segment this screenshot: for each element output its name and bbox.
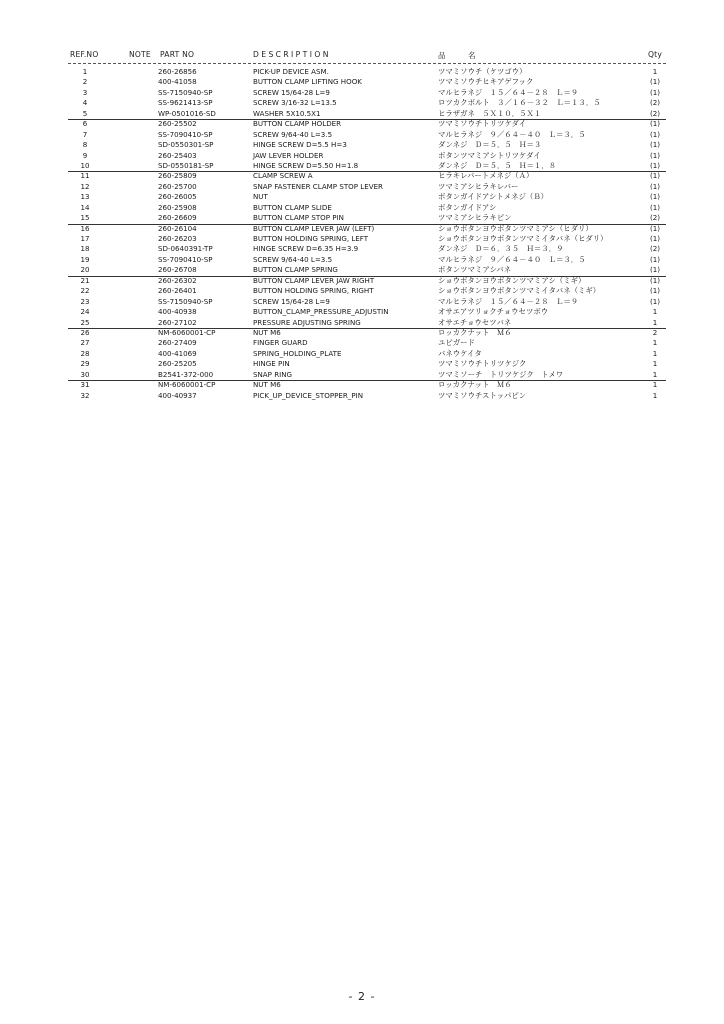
description-cell: SCREW 3/16-32 L=13.5 [253, 98, 337, 108]
ref-no-cell: 32 [80, 390, 90, 400]
ref-no-cell: 26 [80, 327, 90, 337]
ref-no-cell: 3 [82, 87, 88, 97]
page-number: - 2 - [348, 990, 376, 1003]
japanese-name-cell: ツマミソウチヒキアゲフック [438, 77, 534, 87]
description-cell: HINGE SCREW D=5.50 H=1.8 [253, 160, 359, 170]
table-row [0, 119, 724, 129]
japanese-name-cell: ロッカクナット Ｍ６ [438, 380, 512, 390]
japanese-name-cell: ショウボタンヨウボタンツマミイタバネ（ミギ） [438, 286, 601, 296]
table-row [0, 171, 724, 181]
ref-no-cell: 11 [80, 171, 90, 181]
ref-no-cell: 18 [80, 244, 90, 254]
description-cell: SCREW 9/64-40 L=3.5 [253, 254, 333, 264]
qty-cell: (1) [649, 254, 661, 264]
qty-cell: (2) [649, 244, 661, 254]
japanese-name-cell: ダンネジ Ｄ＝５．５ Ｈ＝１．８ [438, 160, 557, 170]
ref-no-cell: 14 [80, 202, 90, 212]
qty-cell: (1) [649, 202, 661, 212]
part-no-cell: SD-0640391-TP [158, 244, 213, 254]
qty-cell: (1) [649, 296, 661, 306]
japanese-name-cell: オサエチョウセツバネ [438, 317, 512, 327]
part-no-cell: 260-25502 [158, 119, 197, 129]
ref-no-cell: 9 [82, 150, 88, 160]
ref-no-cell: 15 [80, 213, 90, 223]
description-cell: CLAMP SCREW A [253, 171, 313, 181]
table-row [0, 286, 724, 296]
qty-cell: 1 [652, 348, 658, 358]
qty-cell: (1) [649, 275, 661, 285]
qty-cell: 1 [652, 317, 658, 327]
japanese-name-cell: ユビガード [438, 338, 475, 348]
qty-cell: (1) [649, 181, 661, 191]
japanese-name-cell: ロッカクナット Ｍ６ [438, 327, 512, 337]
part-no-cell: SD-0550301-SP [158, 140, 214, 150]
qty-cell: (2) [649, 213, 661, 223]
ref-no-cell: 8 [82, 140, 88, 150]
part-no-cell: 260-26203 [158, 234, 197, 243]
header-description: DESCRIPTION [253, 50, 331, 59]
part-no-cell: SD-0550181-SP [158, 160, 214, 170]
part-no-cell: 400-41058 [158, 77, 197, 87]
japanese-name-cell: ボタンツマミアシトリツケダイ [438, 150, 541, 160]
qty-cell: (2) [649, 98, 661, 108]
header-part-no: PART NO [160, 50, 195, 59]
part-no-cell: 260-26708 [158, 265, 197, 275]
ref-no-cell: 29 [80, 359, 90, 369]
description-cell: HINGE SCREW D=6.35 H=3.9 [253, 244, 359, 254]
part-no-cell: SS-9621413-SP [158, 98, 213, 108]
parts-table [0, 67, 724, 401]
japanese-name-cell: マルヒラネジ ９／６４－４０ Ｌ＝３．５ [438, 129, 586, 139]
qty-cell: 1 [652, 390, 658, 400]
table-row [0, 328, 724, 338]
part-no-cell: 260-25908 [158, 202, 197, 212]
japanese-name-cell: ショウボタンヨウボタンツマミアシ（ヒダリ） [438, 223, 593, 233]
qty-cell: (1) [649, 77, 661, 87]
part-no-cell: 260-27409 [158, 338, 197, 348]
description-cell: BUTTON CLAMP SLIDE [253, 202, 332, 212]
description-cell: SPRING_HOLDING_PLATE [253, 348, 342, 358]
ref-no-cell: 30 [80, 369, 90, 379]
description-cell: WASHER 5X10.5X1 [253, 108, 321, 118]
japanese-name-cell: ツマミソウチストッパピン [438, 390, 527, 400]
part-no-cell: SS-7150940-SP [158, 296, 213, 306]
japanese-name-cell: ツマミソーチ トリツケジク トメワ [438, 369, 564, 379]
qty-cell: 1 [652, 380, 658, 390]
description-cell: BUTTON HOLDING SPRING, RIGHT [253, 286, 374, 296]
table-row [0, 161, 724, 171]
table-row [0, 234, 724, 244]
part-no-cell: 260-26401 [158, 286, 197, 296]
japanese-name-cell: オサエアツリョクチョウセツボウ [438, 307, 549, 317]
japanese-name-cell: バネウケイタ [438, 348, 482, 358]
qty-cell: (1) [649, 140, 661, 150]
description-cell: PICK_UP_DEVICE_STOPPER_PIN [253, 390, 364, 400]
description-cell: NUT M6 [253, 327, 281, 337]
qty-cell: (1) [649, 150, 661, 160]
part-no-cell: 260-25700 [158, 181, 197, 191]
ref-no-cell: 22 [80, 286, 90, 296]
japanese-name-cell: マルヒラネジ １５／６４－２８ Ｌ＝９ [438, 87, 579, 97]
table-row [0, 130, 724, 140]
table-row [0, 359, 724, 369]
ref-no-cell: 12 [80, 181, 90, 191]
table-row [0, 77, 724, 87]
header-japanese-name: 品 名 [438, 51, 486, 60]
part-no-cell: 400-40937 [158, 390, 197, 400]
qty-cell: (2) [649, 108, 661, 118]
description-cell: BUTTON HOLDING SPRING, LEFT [253, 234, 369, 243]
table-row [0, 370, 724, 380]
japanese-name-cell: ショウボタンヨウボタンツマミイタバネ（ヒダリ） [438, 234, 608, 243]
table-row [0, 307, 724, 317]
part-no-cell: 400-41069 [158, 348, 197, 358]
ref-no-cell: 5 [82, 108, 88, 118]
table-row [0, 192, 724, 202]
part-no-cell: 260-26104 [158, 223, 197, 233]
description-cell: SNAP FASTENER CLAMP STOP LEVER [253, 181, 383, 191]
qty-cell: (1) [649, 119, 661, 129]
table-row [0, 338, 724, 348]
japanese-name-cell: ロツカクボルト ３／１６－３２ Ｌ＝１３．５ [438, 98, 601, 108]
table-row [0, 98, 724, 108]
qty-cell: (1) [649, 129, 661, 139]
description-cell: SCREW 15/64-28 L=9 [253, 87, 330, 97]
ref-no-cell: 28 [80, 348, 90, 358]
japanese-name-cell: ツマミアシヒラキピン [438, 213, 512, 223]
ref-no-cell: 16 [80, 223, 90, 233]
qty-cell: (1) [649, 192, 661, 202]
description-cell: JAW LEVER HOLDER [253, 150, 324, 160]
part-no-cell: 260-26609 [158, 213, 197, 223]
table-row [0, 67, 724, 77]
header-note: NOTE [129, 50, 151, 59]
part-no-cell: 260-26302 [158, 275, 197, 285]
ref-no-cell: 21 [80, 275, 90, 285]
japanese-name-cell: ボタンガイドアシ [438, 202, 497, 212]
japanese-name-cell: ツマミソウチトリツケダイ [438, 119, 527, 129]
table-row [0, 182, 724, 192]
part-no-cell: 260-26005 [158, 192, 197, 202]
qty-cell: (1) [649, 286, 661, 296]
ref-no-cell: 24 [80, 307, 90, 317]
ref-no-cell: 27 [80, 338, 90, 348]
table-row [0, 391, 724, 401]
description-cell: NUT M6 [253, 380, 281, 390]
japanese-name-cell: ダンネジ Ｄ＝６．３５ Ｈ＝３．９ [438, 244, 564, 254]
description-cell: PICK-UP DEVICE ASM. [253, 67, 329, 76]
ref-no-cell: 2 [82, 77, 88, 87]
description-cell: NUT [253, 192, 268, 202]
qty-cell: (1) [649, 223, 661, 233]
ref-no-cell: 13 [80, 192, 90, 202]
description-cell: BUTTON CLAMP SPRING [253, 265, 338, 275]
ref-no-cell: 6 [82, 119, 88, 129]
japanese-name-cell: ツマミソウチトリツケジク [438, 359, 527, 369]
part-no-cell: 260-25205 [158, 359, 197, 369]
ref-no-cell: 7 [82, 129, 88, 139]
qty-cell: 1 [652, 369, 658, 379]
description-cell: BUTTON CLAMP LEVER JAW RIGHT [253, 275, 375, 285]
table-row [0, 213, 724, 223]
table-row [0, 140, 724, 150]
table-row [0, 203, 724, 213]
header-divider [68, 63, 666, 64]
table-row [0, 255, 724, 265]
qty-cell: (1) [649, 160, 661, 170]
part-no-cell: 260-25403 [158, 150, 197, 160]
japanese-name-cell: マルヒラネジ ９／６４－４０ Ｌ＝３．５ [438, 254, 586, 264]
qty-cell: (1) [649, 171, 661, 181]
part-no-cell: 260-26856 [158, 67, 197, 76]
table-row [0, 109, 724, 119]
ref-no-cell: 1 [82, 67, 88, 76]
qty-cell: 2 [652, 327, 658, 337]
part-no-cell: 260-27102 [158, 317, 197, 327]
table-row [0, 244, 724, 254]
ref-no-cell: 20 [80, 265, 90, 275]
description-cell: BUTTON CLAMP LEVER JAW (LEFT) [253, 223, 375, 233]
description-cell: HINGE PIN [253, 359, 290, 369]
japanese-name-cell: ヒラザガネ ５Ｘ１０．５Ｘ１ [438, 108, 542, 118]
description-cell: PRESSURE ADJUSTING SPRING [253, 317, 361, 327]
japanese-name-cell: ショウボタンヨウボタンツマミアシ（ミギ） [438, 275, 586, 285]
table-row [0, 349, 724, 359]
japanese-name-cell: ヒラキレバートメネジ（Ａ） [438, 171, 534, 181]
description-cell: BUTTON CLAMP HOLDER [253, 119, 342, 129]
part-no-cell: NM-6060001-CP [158, 380, 216, 390]
description-cell: SNAP RING [253, 369, 293, 379]
part-no-cell: 260-25809 [158, 171, 197, 181]
description-cell: BUTTON CLAMP LIFTING HOOK [253, 77, 362, 87]
part-no-cell: WP-0501016-SD [158, 108, 216, 118]
ref-no-cell: 10 [80, 160, 90, 170]
ref-no-cell: 17 [80, 234, 90, 243]
qty-cell: 1 [652, 338, 658, 348]
qty-cell: 1 [652, 307, 658, 317]
table-row [0, 297, 724, 307]
description-cell: FINGER GUARD [253, 338, 308, 348]
table-row [0, 380, 724, 390]
ref-no-cell: 23 [80, 296, 90, 306]
part-no-cell: SS-7090410-SP [158, 129, 213, 139]
part-no-cell: SS-7150940-SP [158, 87, 213, 97]
description-cell: HINGE SCREW D=5.5 H=3 [253, 140, 347, 150]
table-row [0, 276, 724, 286]
japanese-name-cell: ツマミソウチ（ケツゴウ） [438, 67, 527, 76]
japanese-name-cell: ボタンツマミアシバネ [438, 265, 512, 275]
japanese-name-cell: ダンネジ Ｄ＝５．５ Ｈ＝３ [438, 140, 542, 150]
japanese-name-cell: ツマミアシヒラキレバー [438, 181, 519, 191]
ref-no-cell: 4 [82, 98, 88, 108]
qty-cell: 1 [652, 359, 658, 369]
ref-no-cell: 19 [80, 254, 90, 264]
description-cell: SCREW 15/64-28 L=9 [253, 296, 330, 306]
header-ref-no: REF.NO [70, 50, 99, 59]
header-qty: Qty [648, 50, 663, 59]
ref-no-cell: 31 [80, 380, 90, 390]
japanese-name-cell: マルヒラネジ １５／６４－２８ Ｌ＝９ [438, 296, 579, 306]
ref-no-cell: 25 [80, 317, 90, 327]
description-cell: BUTTON_CLAMP_PRESSURE_ADJUSTIN [253, 307, 389, 317]
part-no-cell: SS-7090410-SP [158, 254, 213, 264]
table-row [0, 88, 724, 98]
table-row [0, 318, 724, 328]
description-cell: SCREW 9/64-40 L=3.5 [253, 129, 333, 139]
qty-cell: (1) [649, 234, 661, 243]
table-row [0, 151, 724, 161]
qty-cell: (1) [649, 265, 661, 275]
part-no-cell: B2541-372-000 [158, 369, 214, 379]
qty-cell: (1) [649, 87, 661, 97]
table-row [0, 224, 724, 234]
table-row [0, 265, 724, 275]
qty-cell: 1 [652, 67, 658, 76]
japanese-name-cell: ボタンガイドアシトメネジ（Ｂ） [438, 192, 549, 202]
part-no-cell: 400-40938 [158, 307, 197, 317]
description-cell: BUTTON CLAMP STOP PIN [253, 213, 344, 223]
part-no-cell: NM-6060001-CP [158, 327, 216, 337]
